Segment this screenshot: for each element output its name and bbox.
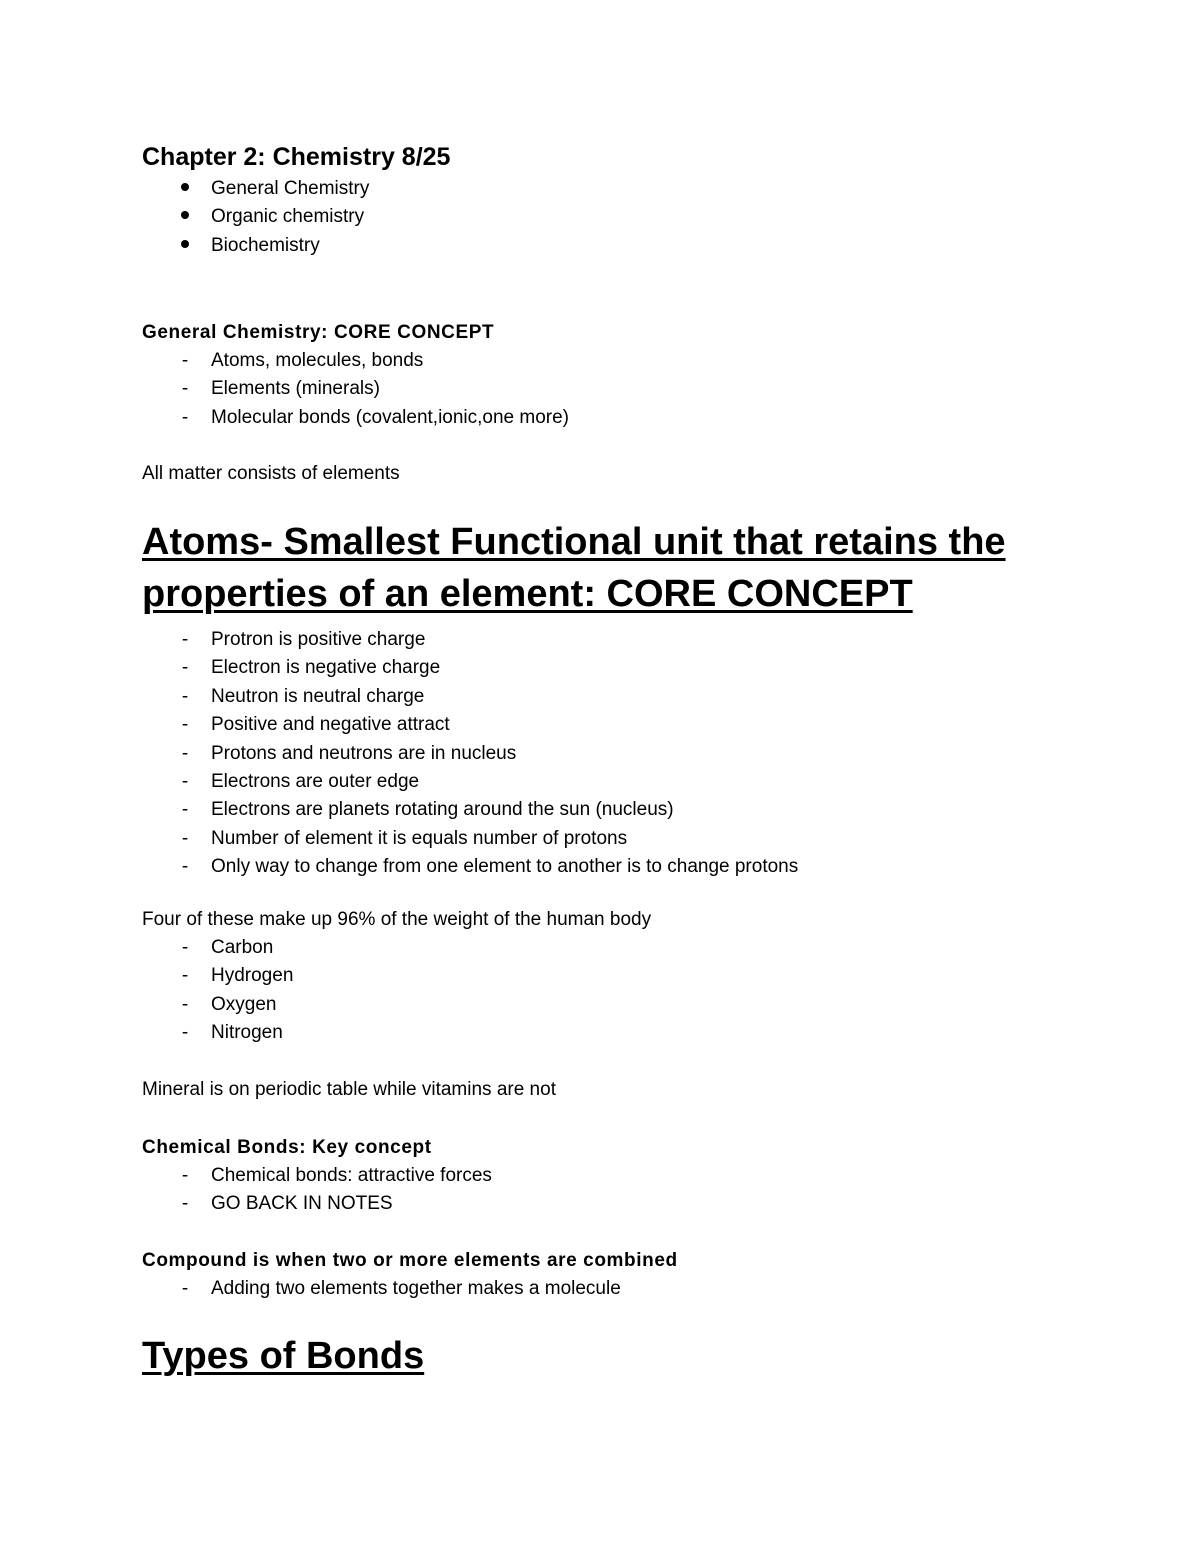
bullet-icon	[175, 203, 195, 231]
dash-marker: -	[181, 771, 189, 793]
list-item: - Chemical bonds: attractive forces	[142, 1162, 1102, 1190]
list-item: Biochemistry	[142, 232, 1102, 260]
list-item: - Protron is positive charge	[142, 626, 1102, 654]
dash-marker: -	[181, 714, 189, 736]
list-item: - Carbon	[142, 934, 1102, 962]
matter-note: All matter consists of elements	[142, 463, 400, 484]
list-item: General Chemistry	[142, 175, 1102, 203]
list-item: - Number of element it is equals number of protons	[142, 825, 1102, 853]
list-item: - Neutron is neutral charge	[142, 683, 1102, 711]
dash-marker: -	[181, 1278, 189, 1299]
dash-marker: -	[181, 856, 189, 878]
list-item: - Electrons are planets rotating around the sun (nucleus)	[142, 796, 1102, 824]
body-weight-section	[142, 906, 1102, 1048]
list-item: - Only way to change from one element to another is to change protons	[142, 853, 1102, 881]
dash-marker: -	[181, 965, 189, 987]
list-item: - Molecular bonds (covalent,ionic,one more)	[142, 404, 1102, 432]
mineral-note-section	[142, 1076, 1102, 1104]
dash-marker: -	[181, 657, 189, 679]
general-chemistry-heading: General Chemistry: CORE CONCEPT	[142, 322, 495, 343]
dash-marker: -	[181, 378, 189, 400]
atoms-heading-line2: properties of an element: CORE CONCEPT	[142, 573, 913, 615]
list-item: - Hydrogen	[142, 962, 1102, 990]
compound-section	[142, 1249, 1102, 1303]
dash-marker: -	[181, 937, 189, 958]
dash-marker: -	[181, 799, 189, 821]
dash-marker: -	[181, 742, 189, 764]
list-item: - Electrons are outer edge	[142, 768, 1102, 796]
types-of-bonds-heading: Types of Bonds	[142, 1335, 425, 1377]
chemical-bonds-list	[142, 1162, 1102, 1219]
dash-marker: -	[181, 350, 189, 371]
list-item: - Oxygen	[142, 991, 1102, 1019]
mineral-note: Mineral is on periodic table while vitamins are not	[142, 1079, 556, 1100]
compound-heading: Compound is when two or more elements are combined	[142, 1250, 678, 1271]
chemical-bonds-heading: Chemical Bonds: Key concept	[142, 1137, 432, 1158]
list-item: Organic chemistry	[142, 203, 1102, 231]
list-item: - Atoms, molecules, bonds	[142, 347, 1102, 375]
general-chemistry-list	[142, 347, 1102, 432]
chemical-bonds-section	[142, 1136, 1102, 1219]
body-weight-list	[142, 934, 1102, 1048]
bullet-icon	[175, 232, 195, 260]
list-item: - GO BACK IN NOTES	[142, 1190, 1102, 1218]
list-item: - Protons and neutrons are in nucleus	[142, 740, 1102, 768]
compound-list	[142, 1275, 1102, 1303]
dash-marker: -	[181, 827, 189, 849]
list-item: - Positive and negative attract	[142, 711, 1102, 739]
dash-marker: -	[181, 1165, 189, 1186]
chapter-topic-list	[142, 175, 1102, 260]
atoms-list	[142, 626, 1102, 882]
general-chemistry-section	[142, 321, 1102, 432]
dash-marker: -	[181, 406, 189, 428]
matter-note-section	[142, 460, 1102, 488]
body-weight-intro: Four of these make up 96% of the weight of the human body	[142, 909, 652, 930]
bullet-icon	[175, 175, 195, 203]
chapter-section	[142, 142, 1102, 260]
atoms-section	[142, 516, 1102, 882]
dash-marker: -	[181, 1022, 189, 1044]
list-item: - Nitrogen	[142, 1019, 1102, 1047]
dash-marker: -	[181, 685, 189, 707]
list-item: - Electron is negative charge	[142, 654, 1102, 682]
list-item: - Elements (minerals)	[142, 375, 1102, 403]
dash-marker: -	[181, 629, 189, 650]
dash-marker: -	[181, 993, 189, 1015]
chapter-title: Chapter 2: Chemistry 8/25	[142, 143, 451, 171]
types-of-bonds-section	[142, 1330, 1102, 1382]
atoms-heading-line1: Atoms- Smallest Functional unit that retains the	[142, 521, 1006, 563]
list-item: - Adding two elements together makes a molecule	[142, 1275, 1102, 1303]
dash-marker: -	[181, 1193, 189, 1215]
